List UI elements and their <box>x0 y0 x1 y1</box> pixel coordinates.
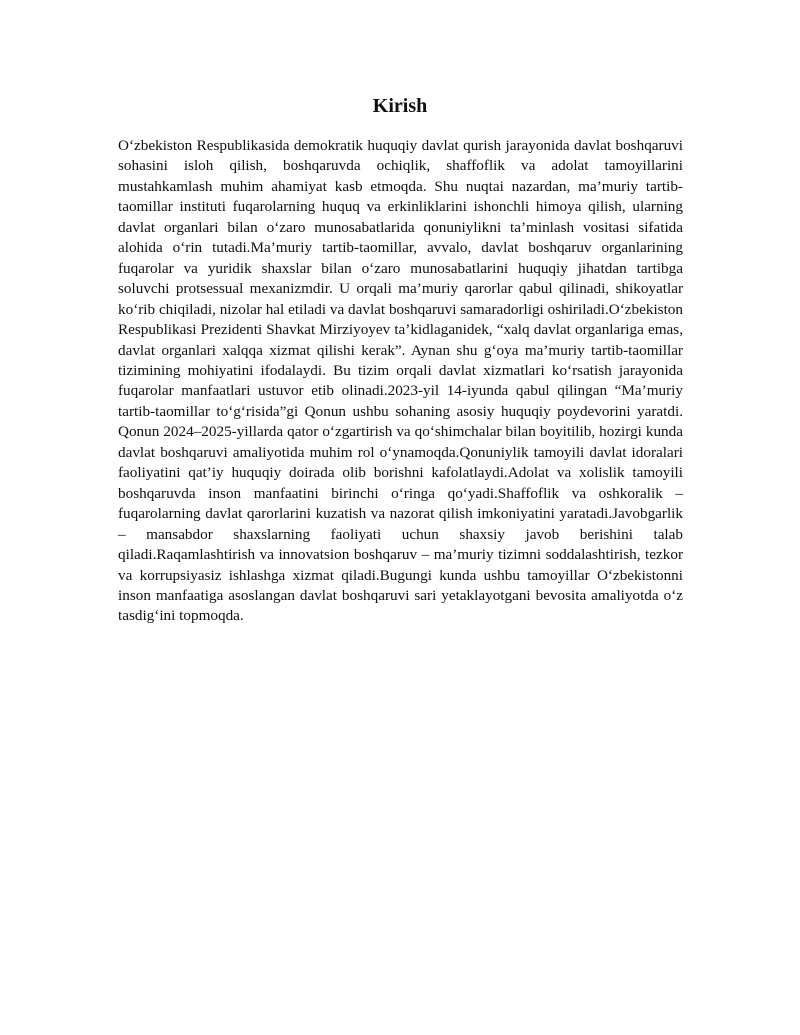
page-title: Kirish <box>372 95 428 117</box>
body-paragraph: O‘zbekiston Respublikasida demokratik huquqiy davlat qurish jarayonida davlat boshqaruvi sohasini isloh qilish, boshqaruvda ochiqlik, shaffoflik va adolat tamoyillarini mustahkamlash muhim ahamiyat kasb etmoqda. Shu nuqtai nazardan, ma’muriy tartib-taomillar instituti fuqarolarning huquq va erkinliklarini ishonchli himoya qilish, ularning davlat organlari bilan o‘zaro munosabatlarida qonuniylikni ta’minlash vositasi sifatida alohida o‘rin tutadi.Ma’muriy tartib-taomillar, avvalo, davlat boshqaruv organlarining fuqarolar va yuridik shaxslar bilan o‘zaro munosabatlarini huquqiy jihatdan tartibga soluvchi protsessual mexanizmdir. U orqali ma’muriy qarorlar qabul qilinadi, shikoyatlar ko‘rib chiqiladi, nizolar hal etiladi va davlat boshqaruvi samaradorligi oshiriladi.O‘zbekiston Respublikasi Prezidenti Shavkat Mirziyoyev ta’kidlaganidek, “xalq davlat organlariga emas, davlat organlari xalqqa xizmat qilishi kerak”. Aynan shu g‘oya ma’muriy tartib-taomillar tizimining mohiyatini ifodalaydi. Bu tizim orqali davlat xizmatlari ko‘rsatish jarayonida fuqarolar manfaatlari ustuvor etib olinadi.2023-yil 14-iyunda qabul qilingan “Ma’muriy tartib-taomillar to‘g‘risida”gi Qonun ushbu sohaning asosiy huquqiy poydevorini yaratdi. Qonun 2024–2025-yillarda qator o‘zgartirish va qo‘shimchalar bilan boyitilib, hozirgi kunda davlat boshqaruvi amaliyotida muhim rol o‘ynamoqda.Qonuniylik tamoyili davlat idoralari faoliyatini qat’iy huquqiy doirada olib borishni kafolatlaydi.Adolat va xolislik tamoyili boshqaruvda inson manfaatini birinchi o‘ringa qo‘yadi.Shaffoflik va oshkoralik – fuqarolarning davlat qarorlarini kuzatish va nazorat qilish imkoniyatini yaratadi.Javobgarlik – mansabdor shaxslarning faoliyati uchun shaxsiy javob berishini talab qiladi.Raqamlashtirish va innovatsion boshqaruv – ma’muriy tizimni soddalashtirish, tezkor va korrupsiyasiz ishlashga xizmat qiladi.Bugungi kunda ushbu tamoyillar O‘zbekistonni inson manfaatiga asoslangan davlat boshqaruvi sari yetaklayotgani bevosita amaliyotda o‘z tasdig‘ini topmoqda. <box>118 137 683 625</box>
